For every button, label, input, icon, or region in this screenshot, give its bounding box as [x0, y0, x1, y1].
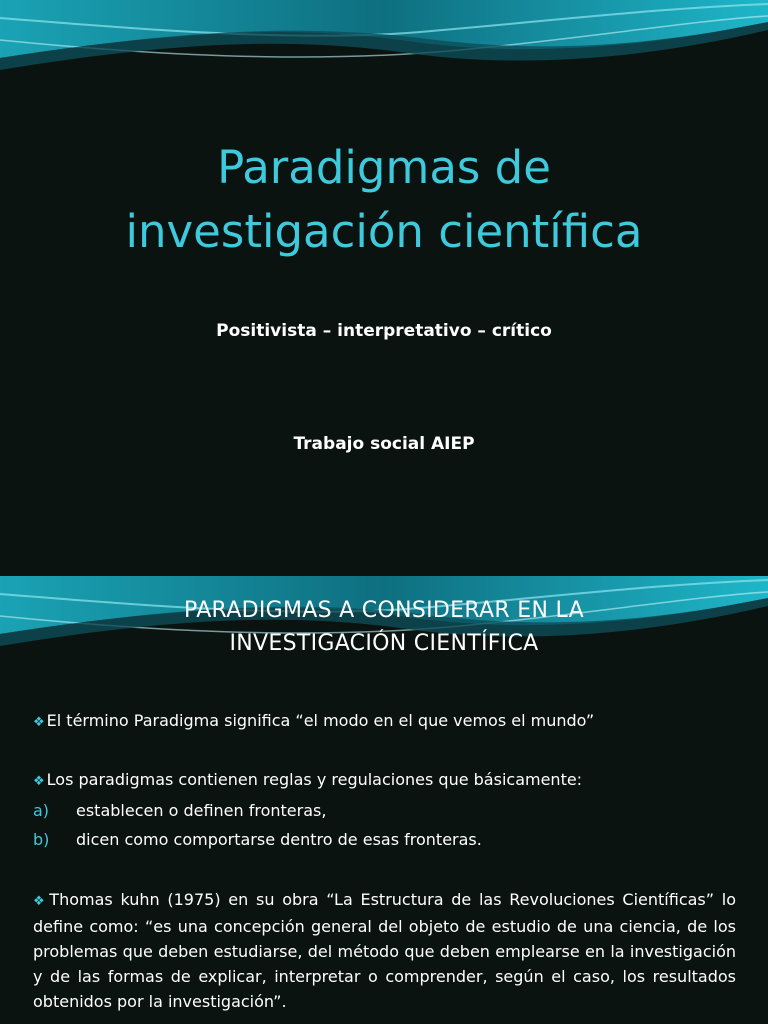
- list-item: [33, 827, 736, 852]
- bullet-text: Los paradigmas contienen reglas y regulaciones que básicamente:: [46, 770, 583, 789]
- content-slide-title: [0, 594, 768, 660]
- bullet-text: El término Paradigma significa “el modo en el que vemos el mundo”: [46, 711, 595, 730]
- content-title-line-2: INVESTIGACIÓN CIENTÍFICA: [229, 631, 539, 656]
- wave-decoration: [0, 0, 768, 90]
- slide-title: [0, 136, 768, 264]
- list-text: dicen como comportarse dentro de esas fronteras.: [76, 830, 482, 849]
- list-item: [33, 798, 736, 823]
- author-line: Trabajo social AIEP: [293, 434, 475, 454]
- title-line-2: investigación científica: [125, 205, 643, 258]
- list-label: a): [33, 801, 50, 820]
- list-text: establecen o definen fronteras,: [76, 801, 327, 820]
- diamond-bullet-icon: ❖: [33, 774, 45, 789]
- bullet-paradigm-rules: [33, 767, 736, 852]
- bullet-paradigm-definition: [33, 708, 736, 735]
- slide-subtitle: Positivista – interpretativo – crítico: [216, 321, 552, 341]
- list-label: b): [33, 830, 50, 849]
- content-title-line-1: PARADIGMAS A CONSIDERAR EN LA: [184, 598, 584, 623]
- title-line-1: Paradigmas de: [217, 141, 551, 194]
- bullet-text: Thomas kuhn (1975) en su obra “La Estructura de las Revoluciones Científicas” lo define como: “es una concepción general del objeto de estudio de una ciencia, de los problemas que deben estudiarse, del método que deben emplearse en la investigación y de las formas de explicar, interpretar o comprender, según el caso, los resultados obtenidos por la investigación”.: [33, 890, 737, 1011]
- diamond-bullet-icon: ❖: [33, 894, 48, 909]
- bullet-kuhn-definition: [33, 887, 736, 1014]
- diamond-bullet-icon: ❖: [33, 715, 45, 730]
